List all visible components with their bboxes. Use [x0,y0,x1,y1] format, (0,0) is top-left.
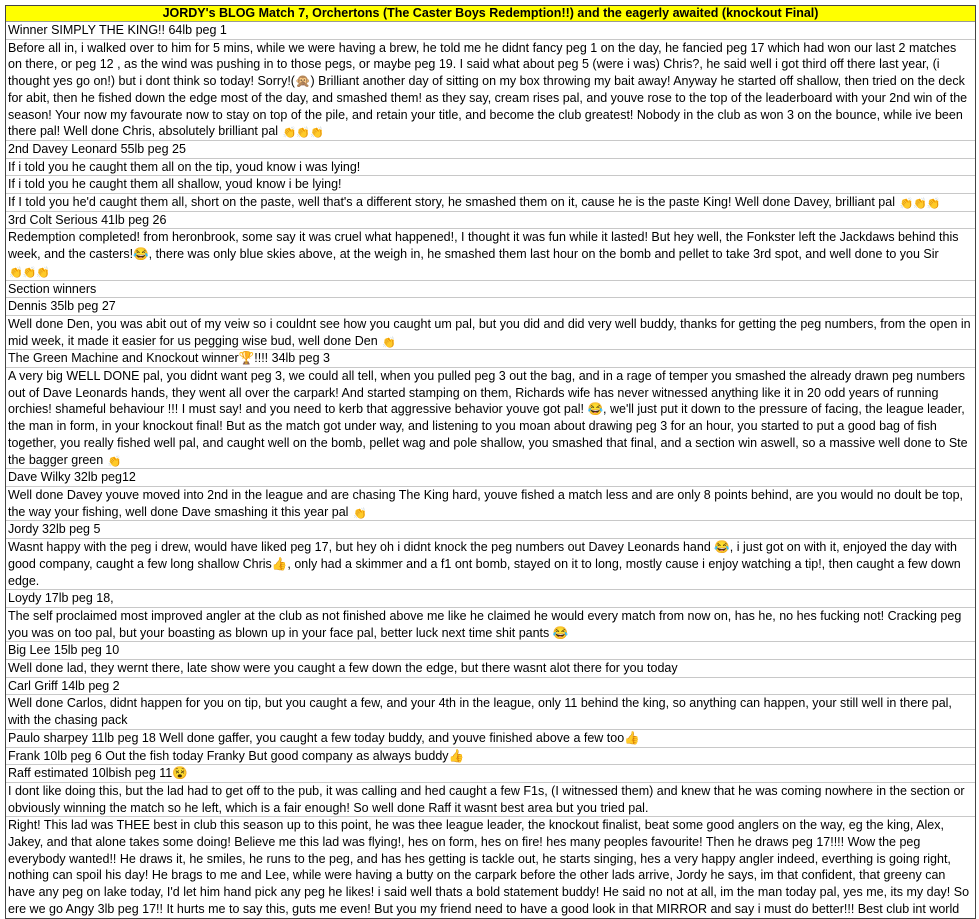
blog-row [6,141,975,159]
blog-row [6,695,975,729]
clapping-hands-icon: 👏👏👏 [282,127,324,140]
blog-row [6,748,975,766]
blog-row [6,159,975,177]
row-text: Jordy 32lb peg 5 [8,522,101,537]
row-text: Well done Davey youve moved into 2nd in the league and are chasing The King hard, youve fished a match less and are only 8 points behind, are you would no doult be top, the way your fishing, well done Dave smashing it this year pal [8,487,964,519]
blog-row [6,487,975,521]
row-text: 3rd Colt Serious 41lb peg 26 [8,212,167,227]
row-text: I dont like doing this, but the lad had to get off to the pub, it was calling and hed caught a few F1s, (I witnessed them) and knew that he was coming nowhere in the section or obviously winning the match so he left, which is a fair enough! So well done Raff it wasnt best area but you tried pal. [8,783,965,815]
blog-row [6,469,975,487]
blog-row [6,539,975,590]
row-text: Well done lad, they wernt there, late show were you caught a few down the edge, but there wasnt alot there for you today [8,661,678,676]
row-text: Before all in, i walked over to him for 5 mins, while we were having a brew, he told me he didnt fancy peg 1 on the day, he fancied peg 17 which had won our last 2 matches on there, or peg 12 , as the wind was pushing in to those pegs, or maybe peg 19. I said what about peg 5 (were i was) Chris?, he said well i got third off there last year, (i thought yes go on!) but i dont think so today! Sorry!(🙊) Brilliant another day of sitting on my box throwing my bait away! Anyway he started off shallow, then tried on the deck for abit, then he fished down the edge most of the day, and smashed them! as they say, cream rises pal, and youve rose to the top of the leaderboard with your 2nd win of the season! Your now my favourate now to stay on top of the pile, and retain your title, and become the club greatest! Nobody in the club as won 3 on the bounce, while ive been there pal! Well done Chris, absolutely brilliant pal [8,40,968,139]
blog-row [6,350,975,368]
row-text: If I told you he'd caught them all, short on the paste, well that's a different story, he smashed them on it, cause he is the paste King! Well done Davey, brilliant pal [8,195,895,210]
blog-row [6,590,975,608]
blog-row [6,642,975,660]
blog-row [6,194,975,212]
row-text: Paulo sharpey 11lb peg 18 Well done gaffer, you caught a few today buddy, and youve finished above a few too👍 [8,730,640,745]
row-text: Big Lee 15lb peg 10 [8,643,120,658]
row-text: The self proclaimed most improved angler at the club as not finished above me like he claimed he would every match from now on, has he, no hes fucking not! Cracking peg you was on too pal, but your boasting as blown up in your face pal, better luck next time shit pants 😂 [8,608,962,640]
row-text: A very big WELL DONE pal, you didnt want peg 3, we could all tell, when you pulled peg 3 out the bag, and in a rage of temper you smashed the already drawn peg numbers out of Dave Leonards hands, they went all over the carpark! And started stamping on them, Richards wife has never witnessed anything like it in 20 odd years of running orchies! shameful behaviour !!! I must say! and you need to kerb that aggressive behavior youve got pal! 😂, we'll just put it down to the pressure of facing, the league leader, the man in form, in your knockout final! But as the match got under way, and listening to you moan about drawing peg 3 for an hour, you started to put a good bag of fish together, you really fished well pal, and caught well on the bomb, pellet wag and pole shallow, you smashed that final, and a section win aswell, so a massive well done to Ste the bagger green [8,369,968,467]
row-text: Winner SIMPLY THE KING!! 64lb peg 1 [8,23,227,37]
blog-row [6,368,975,469]
clapping-hands-icon: 👏 [352,507,367,520]
blog-row [6,678,975,696]
row-text: Raff estimated 10lbish peg 11😵 [8,766,188,781]
blog-row [6,281,975,299]
row-text: Right! This lad was THEE best in club this season up to this point, he was thee league leader, the knockout finalist, beat some good anglers on the way, eg the king, Alex, Jakey, and that alone takes some doing! Believe me this lad was flying!, hes on form, hes on fire! hes many peoples favourite! Then he draws peg 17!!!! Wow the peg everybody wanted!! He draws it, he smiles, he runs to the peg, and has hes getting is tackle out, he starts singing, hes a very happy angler indeed, everthing is going right, nothing can spoil his day! He brags to me and Lee, while were having a butty on the carpark before the other lads arrive, Jordy he says, im that confident, that greeny can have any peg on lake today, I'd let him hand pick any peg he likes! i said well thats a bold statement buddy! He said no not at all, im the man today pal, yes me, its my day! So ere we go Angy 3lb peg 17!! It hurts me to say this, guts me even! But you my friend need to have a good look in that MIRROR and say i must do better!!! Best club int world [8,818,970,916]
row-text: Loydy 17lb peg 18, [8,591,114,606]
blog-row [6,229,975,280]
clapping-hands-icon: 👏👏👏 [9,266,51,279]
row-text: Redemption completed! from heronbrook, some say it was cruel what happened!, I thought it was fun while it lasted! But hey well, the Fonkster left the Jackdaws behind this week, and the casters!😂, there was only blue skies above, at the weigh in, he smashed them last hour on the bomb and pellet to take 3rd spot, and well done to you Sir [8,230,959,262]
row-text: Well done Carlos, didnt happen for you on tip, but you caught a few, and your 4th in the league, only 11 behind the king, so anything can happen, your still well in there pal, with the chasing pack [8,696,952,728]
blog-row [6,783,975,817]
row-text: If i told you he caught them all shallow, youd know i be lying! [8,177,342,192]
row-text: Frank 10lb peg 6 Out the fish today Franky But good company as always buddy👍 [8,748,465,763]
blog-row [6,608,975,642]
blog-row [6,817,975,917]
row-text: 2nd Davey Leonard 55lb peg 25 [8,141,186,156]
blog-row [6,660,975,678]
row-text: The Green Machine and Knockout winner🏆!!!! 34lb peg 3 [8,351,331,366]
blog-row [6,730,975,748]
blog-row [6,521,975,539]
row-text: Wasnt happy with the peg i drew, would have liked peg 17, but hey oh i didnt knock the peg numbers out Davey Leonards hand 😂, i just got on with it, enjoyed the day with good company, caught a few long shallow Chris👍, only had a skimmer and a f1 ont bomb, stayed on it to long, mostly cause i enjoy watching a tip!, then caught a few down edge. [8,540,961,588]
blog-row [6,298,975,316]
row-text: Dennis 35lb peg 27 [8,299,116,314]
blog-row [6,40,975,141]
blog-row [6,212,975,230]
blog-row [6,22,975,40]
row-text: Dave Wilky 32lb peg12 [8,470,136,485]
clapping-hands-icon: 👏👏👏 [899,198,941,211]
clapping-hands-icon: 👏 [107,455,122,468]
blog-row [6,765,975,783]
row-text: Section winners [8,281,97,296]
blog-sheet [5,5,976,919]
row-text: Well done Den, you was abit out of my veiw so i couldnt see how you caught um pal, but you did and did very well buddy, thanks for getting the peg numbers, from the open in mid week, it made it easier for us pegging wise bud, well done Den [8,316,971,348]
blog-row [6,176,975,194]
clapping-hands-icon: 👏 [382,336,396,349]
row-text: Carl Griff 14lb peg 2 [8,678,120,693]
blog-rows [6,22,975,918]
blog-title: JORDY's BLOG Match 7, Orchertons (The Caster Boys Redemption!!) and the eagerly awaited (knockout Final) [6,6,975,22]
row-text: If i told you he caught them all on the tip, youd know i was lying! [8,159,361,174]
blog-row [6,316,975,350]
